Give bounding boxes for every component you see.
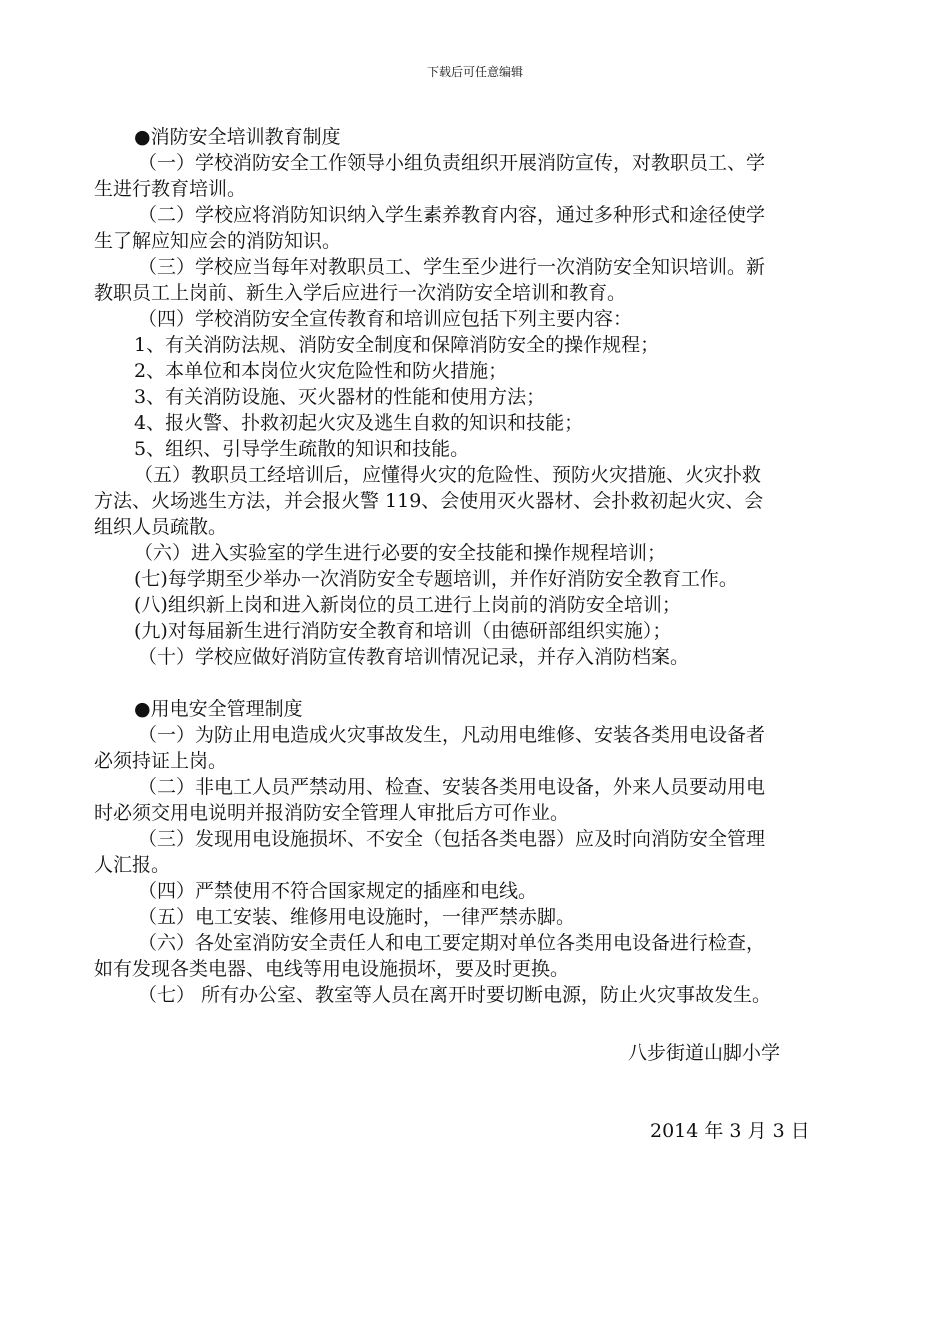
fire-item-3-line-1: （三）学校应当每年对教职员工、学生至少进行一次消防安全知识培训。新 xyxy=(138,256,766,278)
fire-item-2-line-2: 生了解应知应会的消防知识。 xyxy=(94,230,342,252)
fire-item-5-line-3: 组织人员疏散。 xyxy=(94,516,228,538)
document-body xyxy=(94,124,884,1008)
signature-date: 2014 年 3 月 3 日 xyxy=(650,1120,810,1142)
fire-item-5-line-2: 方法、火场逃生方法，并会报火警 119、会使用灭火器材、会扑救初起火灾、会 xyxy=(94,490,764,512)
fire-subitem-5: 5、组织、引导学生疏散的知识和技能。 xyxy=(134,438,470,460)
header-note: 下载后可任意编辑 xyxy=(426,65,523,79)
electric-item-4: （四）严禁使用不符合国家规定的插座和电线。 xyxy=(138,880,538,902)
fire-item-3-line-2: 教职员工上岗前、新生入学后应进行一次消防安全培训和教育。 xyxy=(94,282,627,304)
fire-subitem-3: 3、有关消防设施、灭火器材的性能和使用方法； xyxy=(134,386,546,408)
fire-item-10: （十）学校应做好消防宣传教育培训情况记录，并存入消防档案。 xyxy=(138,646,690,668)
signature-school-name: 八步街道山脚小学 xyxy=(628,1042,781,1064)
fire-subitem-4: 4、报火警、扑救初起火灾及逃生自救的知识和技能； xyxy=(134,412,584,434)
fire-item-7: (七)每学期至少举办一次消防安全专题培训，并作好消防安全教育工作。 xyxy=(134,568,738,590)
electric-item-6-line-1: （六）各处室消防安全责任人和电工要定期对单位各类用电设备进行检查， xyxy=(138,932,766,954)
electric-item-6-line-2: 如有发现各类电器、电线等用电设施损坏，要及时更换。 xyxy=(94,958,570,980)
electric-section-heading: ●用电安全管理制度 xyxy=(134,698,303,720)
fire-item-9: (九)对每届新生进行消防安全教育和培训（由德研部组织实施）； xyxy=(134,620,672,642)
fire-item-5-line-1: （五）教职员工经培训后，应懂得火灾的危险性、预防火灾措施、火灾扑救 xyxy=(134,464,762,486)
section-gap xyxy=(94,670,884,696)
fire-subitem-1: 1、有关消防法规、消防安全制度和保障消防安全的操作规程； xyxy=(134,334,660,356)
electric-item-1-line-1: （一）为防止用电造成火灾事故发生，凡动用电维修、安装各类用电设备者 xyxy=(138,724,766,746)
electric-item-3-line-2: 人汇报。 xyxy=(94,854,171,876)
fire-item-1-line-1: （一）学校消防安全工作领导小组负责组织开展消防宣传，对教职员工、学 xyxy=(138,152,766,174)
fire-item-8: (八)组织新上岗和进入新岗位的员工进行上岗前的消防安全培训； xyxy=(134,594,681,616)
fire-subitem-2: 2、本单位和本岗位火灾危险性和防火措施； xyxy=(134,360,508,382)
fire-item-6: （六）进入实验室的学生进行必要的安全技能和操作规程培训； xyxy=(134,542,667,564)
electric-item-1-line-2: 必须持证上岗。 xyxy=(94,750,228,772)
electric-item-2-line-2: 时必须交用电说明并报消防安全管理人审批后方可作业。 xyxy=(94,802,570,824)
electric-item-7: （七） 所有办公室、教室等人员在离开时要切断电源，防止火灾事故发生。 xyxy=(138,984,772,1006)
fire-item-4: （四）学校消防安全宣传教育和培训应包括下列主要内容： xyxy=(138,308,633,330)
fire-section-heading: ●消防安全培训教育制度 xyxy=(134,126,341,148)
electric-item-3-line-1: （三）发现用电设施损坏、不安全（包括各类电器）应及时向消防安全管理 xyxy=(138,828,766,850)
fire-item-1-line-2: 生进行教育培训。 xyxy=(94,178,247,200)
electric-item-2-line-1: （二）非电工人员严禁动用、检查、安装各类用电设备，外来人员要动用电 xyxy=(138,776,766,798)
fire-item-2-line-1: （二）学校应将消防知识纳入学生素养教育内容，通过多种形式和途径使学 xyxy=(138,204,766,226)
electric-item-5: （五）电工安装、维修用电设施时，一律严禁赤脚。 xyxy=(138,906,576,928)
